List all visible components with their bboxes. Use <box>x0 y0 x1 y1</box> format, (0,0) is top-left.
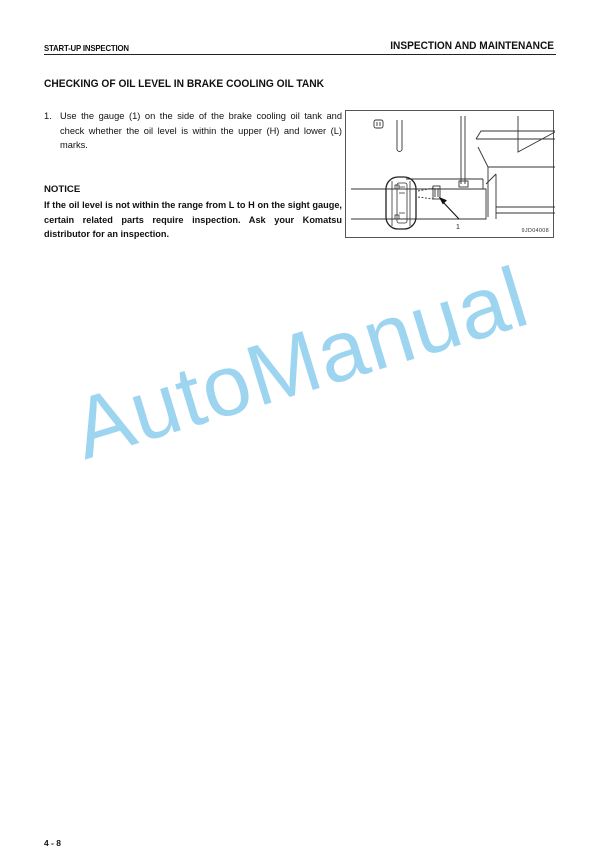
figure-code: 9JD04008 <box>521 228 549 234</box>
step-text: Use the gauge (1) on the side of the brake cooling oil tank and check whether the oil level is within the upper (H) and lower (L) marks. <box>60 111 342 151</box>
page-title: CHECKING OF OIL LEVEL IN BRAKE COOLING OIL TANK <box>44 78 325 90</box>
oil-gauge-figure <box>345 110 554 238</box>
header-chapter: INSPECTION AND MAINTENANCE <box>390 40 554 52</box>
oil-tank-illustration <box>346 111 555 239</box>
header-section: START-UP INSPECTION <box>44 43 129 53</box>
instruction-step <box>44 109 342 153</box>
page-number: 4 - 8 <box>44 838 62 848</box>
notice-text: If the oil level is not within the range from L to H on the sight gauge, certain related parts require inspection. Ask your Komatsu distributor for an inspection. <box>44 200 342 240</box>
step-number: 1. <box>44 111 52 121</box>
header-divider <box>44 54 556 55</box>
notice-heading: NOTICE <box>44 184 81 195</box>
watermark: AutoManual <box>62 248 539 478</box>
part-label: 1 <box>456 224 460 231</box>
